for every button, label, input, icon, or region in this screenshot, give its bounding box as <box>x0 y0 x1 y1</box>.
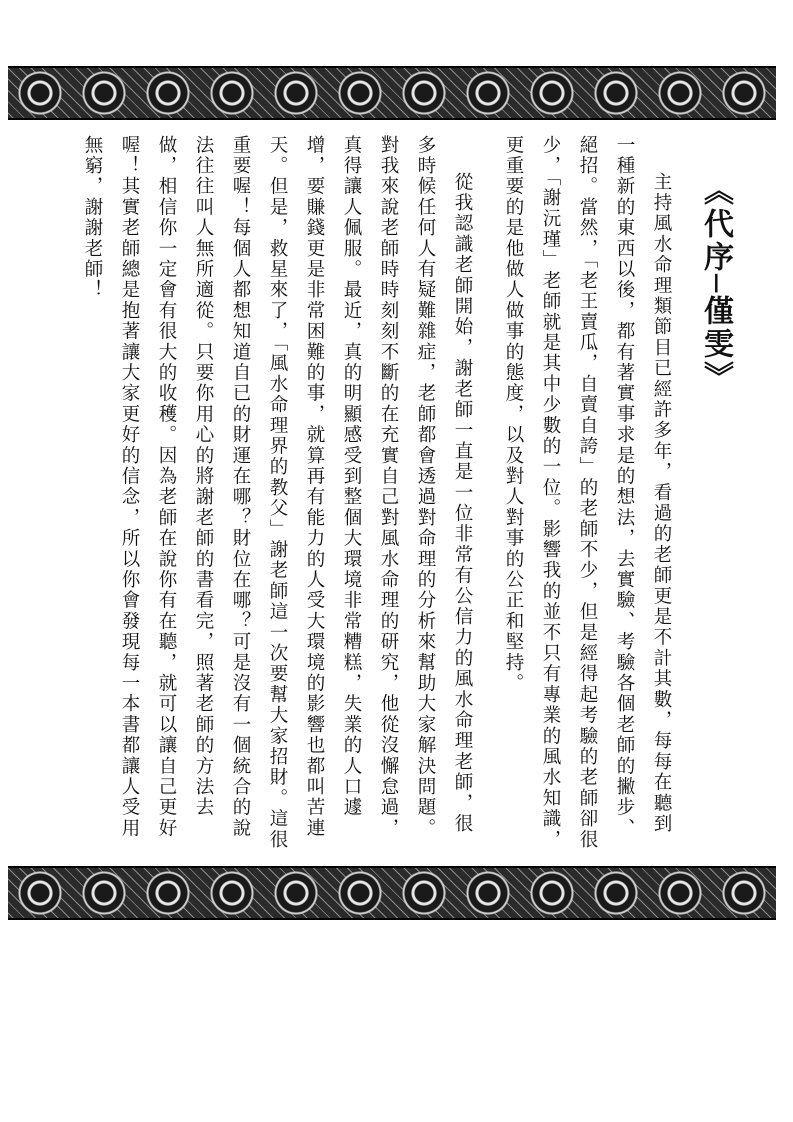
preface-text-area <box>40 135 740 855</box>
decorative-border-top <box>8 66 776 120</box>
preface-title: 《代序─僅雯》 <box>698 175 733 395</box>
preface-body <box>74 135 680 855</box>
paragraph-2: 從我認識老師開始，謝老師一直是一位非常有公信力的風水命理老師，很多時候任何人有疑難雜症，老師都會透過對命理的分析來幫助大家解決問題。對我來說老師時時刻刻不斷的在充實自己對風水命理的研究，他從沒懈怠過，真得讓人佩服。最近，真的明顯感受到整個大環境非常糟糕，失業的人口遽增，要賺錢更是非常困難的事，就算再有能力的人受大環境的影響也都叫苦連天。但是，救星來了，「風水命理界的教父」謝老師這一次要幫大家招財。這很重要喔！每個人都想知道自已的財運在哪？財位在哪？可是沒有一個統合的說法往往叫人無所適從。只要你用心的將謝老師的書看完，照著老師的方法去做，相信你一定會有很大的收穫。因為老師在說你有在聽，就可以讓自己更好喔！其實老師總是抱著讓大家更好的信念，所以你會發現每一本書都讓人受用無窮，謝謝老師！ <box>82 135 473 851</box>
paragraph-1: 主持風水命理類節目已經許多年，看過的老師更是不計其數，每每在聽到一種新的東西以後，都有著實事求是的想法，去實驗、考驗各個老師的撇步、絕招。當然，「老王賣瓜，自賣自誇」的老師不少，但是經得起考驗的老師卻很少，「謝沅瑾」老師就是其中少數的一位。影響我的並不只有專業的風水知識，更重要的是他做人做事的態度，以及對人對事的公正和堅持。 <box>503 135 672 851</box>
decorative-border-bottom <box>8 866 776 920</box>
